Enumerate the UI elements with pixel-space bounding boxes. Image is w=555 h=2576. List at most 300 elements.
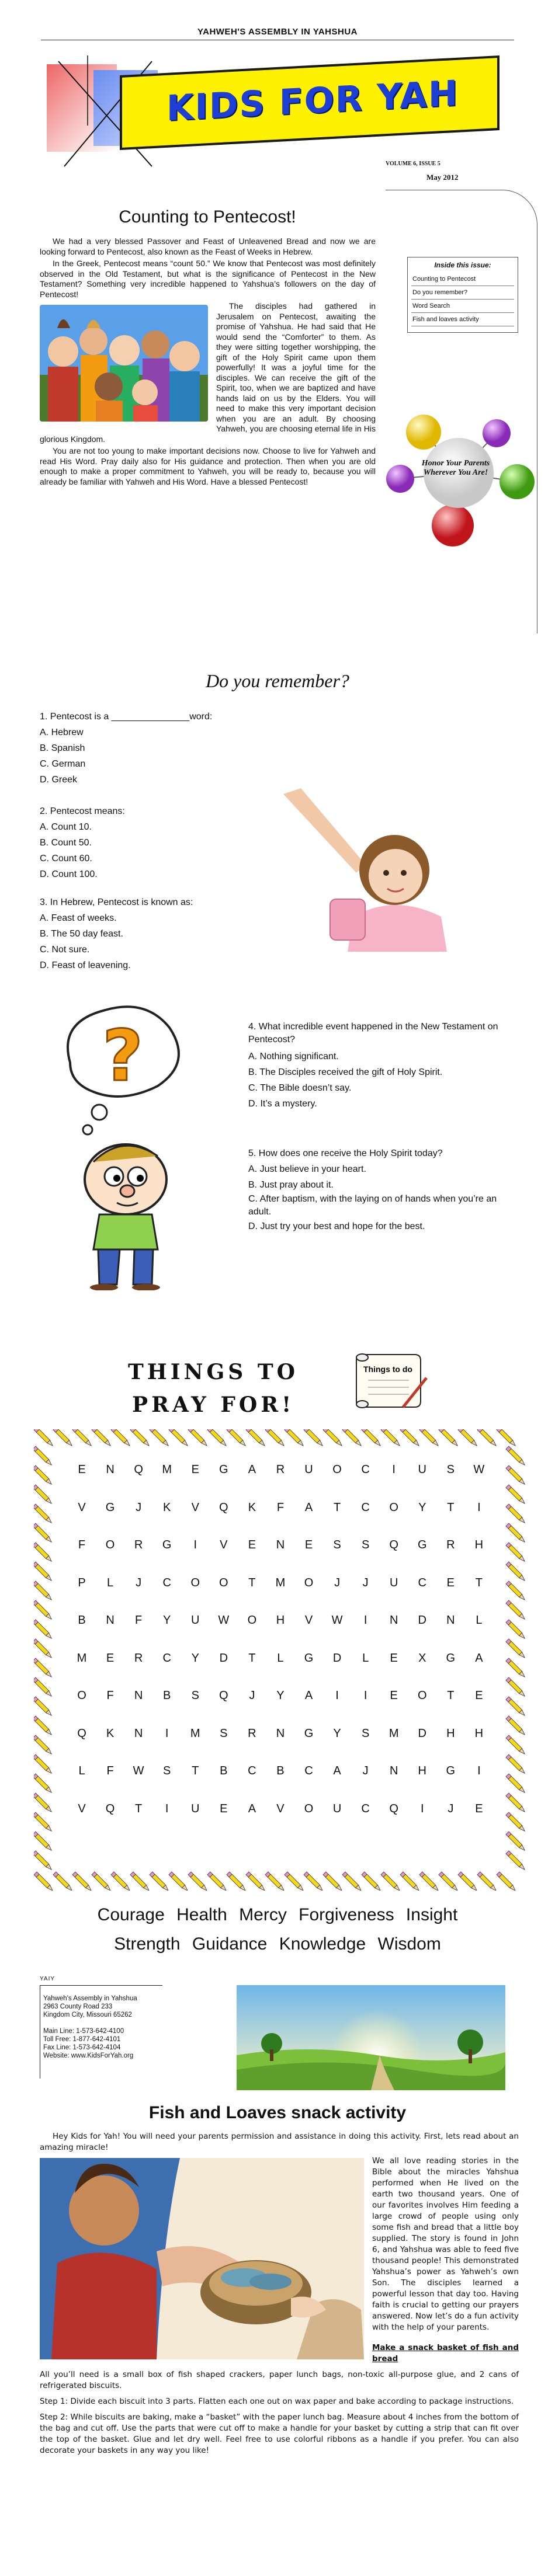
pencil-icon [34,1851,53,1871]
grid-row [58,1463,502,1501]
pencil-icon [497,1872,517,1891]
grid-letter[interactable]: D [332,1651,342,1665]
inside-item: Do you remember? [411,286,514,300]
grid-letter[interactable]: O [77,1689,86,1702]
grid-letter[interactable]: T [333,1501,341,1514]
grid-letter[interactable]: F [135,1614,143,1627]
grid-letter[interactable]: W [331,1614,343,1627]
pencil-icon [246,1872,266,1891]
question-stem: 4. What incredible event happened in the New Testament on Pentecost? [248,1022,498,1045]
pencil-icon [439,1872,459,1891]
pencil-icon [506,1851,526,1871]
pencil-icon [34,1812,53,1833]
grid-letter[interactable]: I [392,1463,396,1476]
pencil-icon [227,1872,247,1891]
sunrise-landscape-image [237,1985,505,2090]
grid-letter[interactable]: E [248,1538,256,1551]
pencil-icon [34,1716,53,1736]
pencil-icon [506,1465,526,1486]
grid-letter[interactable]: I [420,1802,424,1815]
grid-letter[interactable]: I [193,1538,197,1551]
grid-letter[interactable]: T [447,1501,455,1514]
grid-letter[interactable]: D [219,1651,228,1665]
grid-letter[interactable]: J [136,1501,142,1514]
volume-label: VOLUME 6, ISSUE 5 [386,161,440,167]
pencil-icon [477,1429,498,1447]
quiz-question-2 [40,803,250,882]
grid-letter[interactable]: C [162,1651,171,1665]
contact-line: Main Line: 1-573-642-4100 [43,2028,124,2035]
grid-letter[interactable]: V [276,1802,285,1815]
grid-letter[interactable]: H [446,1726,455,1740]
pencil-icon [150,1429,170,1447]
pencil-icon [53,1429,74,1447]
grid-letter[interactable]: K [248,1501,256,1514]
grid-letter[interactable]: Y [418,1501,426,1514]
grid-letter[interactable]: R [134,1651,143,1665]
grid-letter[interactable]: N [276,1538,285,1551]
grid-letter[interactable]: U [191,1614,200,1627]
grid-letter[interactable]: L [78,1764,85,1777]
wordsearch-title [85,1356,342,1421]
grid-letter[interactable]: Q [105,1802,115,1815]
grid-letter[interactable]: M [275,1576,286,1589]
answer-option: A. Count 10. [40,822,92,832]
grid-row [58,1538,502,1576]
grid-letter[interactable]: T [475,1576,483,1589]
grid-letter[interactable]: S [361,1538,370,1551]
question-stem: 1. Pentecost is a _______________word: [40,712,213,722]
pencil-icon [130,1429,151,1447]
answer-option: C. Count 60. [40,854,92,864]
grid-letter[interactable]: K [163,1501,171,1514]
pencil-icon [506,1600,526,1621]
grid-letter[interactable]: M [190,1726,200,1740]
grid-letter[interactable]: F [106,1689,114,1702]
pencil-icon [506,1485,526,1505]
pencil-icon [506,1523,526,1544]
grid-letter[interactable]: V [191,1501,199,1514]
grid-letter[interactable]: U [191,1802,200,1815]
pencil-icon [34,1562,53,1582]
pencil-icon [150,1872,170,1891]
newsletter-page [0,0,555,654]
pencil-icon [34,1832,53,1852]
pencil-icon [285,1872,305,1891]
word-bank-word: Strength [114,1934,181,1954]
pencil-icon [506,1735,526,1756]
grid-letter[interactable]: O [304,1576,314,1589]
pencil-icon [477,1872,498,1891]
pencil-icon [34,1697,53,1717]
grid-letter[interactable]: C [361,1501,370,1514]
grid-letter[interactable]: Y [333,1726,341,1740]
pencil-icon [111,1872,131,1891]
grid-letter[interactable]: K [106,1726,115,1740]
grid-letter[interactable]: G [162,1538,172,1551]
inside-this-issue-box [407,257,518,333]
grid-letter[interactable]: T [447,1689,455,1702]
pencil-icon [304,1872,324,1891]
snack-heading: Make a snack basket of fish and bread [372,2343,519,2363]
pencil-icon [458,1429,478,1447]
pencil-icon [506,1504,526,1524]
grid-letter[interactable]: A [475,1651,483,1665]
grid-letter[interactable]: I [335,1689,339,1702]
pencil-icon [506,1812,526,1833]
grid-letter[interactable]: S [333,1538,341,1551]
grid-letter[interactable]: I [477,1501,481,1514]
grid-letter[interactable]: A [304,1689,313,1702]
grid-letter[interactable]: I [165,1726,169,1740]
answer-option: A. Hebrew [40,727,84,737]
grid-letter[interactable]: O [247,1614,257,1627]
grid-letter[interactable]: V [78,1802,86,1815]
grid-letter[interactable]: B [276,1764,285,1777]
grid-letter[interactable]: F [276,1501,285,1514]
grid-letter[interactable]: V [78,1501,86,1514]
pencil-icon [72,1429,93,1447]
pencil-icon [506,1774,526,1794]
grid-letter[interactable]: M [388,1726,399,1740]
pencil-icon [34,1755,53,1775]
grid-letter[interactable]: G [446,1651,456,1665]
pencil-icon [506,1562,526,1582]
grid-letter[interactable]: Q [389,1538,398,1551]
grid-letter[interactable]: R [248,1726,256,1740]
grid-letter[interactable]: M [162,1463,172,1476]
answer-option: A. Feast of weeks. [40,913,117,923]
grid-letter[interactable]: A [248,1463,256,1476]
pencil-icon [34,1485,53,1505]
pencil-icon [130,1872,151,1891]
grid-letter[interactable]: W [218,1614,230,1627]
grid-letter[interactable]: U [304,1463,313,1476]
grid-letter[interactable]: Y [163,1614,171,1627]
snack-body [40,2131,519,2461]
grid-letter[interactable]: E [446,1576,455,1589]
inside-item: Word Search [411,300,514,313]
answer-option: C. German [40,759,86,769]
grid-letter[interactable]: N [134,1689,143,1702]
pencil-icon [381,1872,401,1891]
grid-letter[interactable]: J [448,1802,454,1815]
grid-letter[interactable]: S [220,1726,228,1740]
grid-letter[interactable]: F [106,1764,114,1777]
grid-letter[interactable]: D [418,1614,426,1627]
wordsearch-page [0,1331,555,1968]
grid-letter[interactable]: O [105,1538,115,1551]
word-bank-row [0,1900,555,1930]
grid-letter[interactable]: E [475,1689,483,1702]
pencil-icon [506,1446,526,1467]
grid-row [58,1652,502,1690]
word-bank-word: Guidance [192,1934,268,1954]
grid-letter[interactable]: E [106,1651,115,1665]
grid-letter[interactable]: S [163,1764,171,1777]
grid-letter[interactable]: E [390,1689,398,1702]
masthead-title: KIDS FOR YAH [166,72,459,130]
snack-intro: Hey Kids for Yah! You will need your parents permission and assistance in doing this activity. First, lets read about an amazing miracle! [40,2132,519,2152]
answer-option: B. Spanish [40,743,85,753]
website-link[interactable]: Website: www.KidsForYah.org [43,2052,134,2059]
grid-letter[interactable]: A [333,1764,341,1777]
pencil-icon [439,1429,459,1447]
grid-letter[interactable]: C [304,1764,313,1777]
pencil-icon [342,1429,363,1447]
word-bank-word: Insight [405,1905,458,1924]
grid-letter[interactable]: G [304,1651,314,1665]
grid-letter[interactable]: T [248,1651,256,1665]
grid-letter[interactable]: E [220,1802,228,1815]
pencil-icon [497,1429,517,1447]
grid-letter[interactable]: U [332,1802,342,1815]
grid-letter[interactable]: B [220,1764,228,1777]
grid-letter[interactable]: V [220,1538,228,1551]
grid-letter[interactable]: A [248,1802,256,1815]
pencil-icon [304,1429,324,1447]
thinking-boy-cartoon [53,993,193,1290]
grid-letter[interactable]: P [78,1576,86,1589]
grid-letter[interactable]: G [446,1764,456,1777]
grid-letter[interactable]: N [134,1726,143,1740]
snack-story: We all love reading stories in the Bible about the miracles Yahshua performed when He lived on the earth two thousand years. One of our favorites involves Him feeding a large crowd of people using only some fish and bread that a little boy supplied. The story is found in John 6, and Yahshua was able to feed five thousand people! This demonstrated Yahshua’s power as Yahweh’s own Son. The disciples learned a powerful lesson that day too. Having faith is crucial to getting our prayers answered. Now let’s do a fun activity with the help of your parents. [372,2156,519,2332]
svg-text:?: ? [102,1016,143,1097]
pencil-icon [362,1872,382,1891]
grid-letter[interactable]: Q [219,1689,228,1702]
pencil-icon [419,1429,440,1447]
inside-item: Fish and loaves activity [411,313,514,326]
question-stem: 5. How does one receive the Holy Spirit today? [248,1148,443,1158]
pencil-icon [506,1716,526,1736]
grid-letter[interactable]: Q [134,1463,143,1476]
kids-group-photo [40,305,208,422]
jesus-fish-loaves-illustration [40,2158,364,2359]
pointing-girl-photo [260,782,470,952]
grid-letter[interactable]: R [134,1538,143,1551]
grid-letter[interactable]: B [78,1614,86,1627]
wordsearch-title-line: THINGS TO [128,1360,299,1384]
pencil-icon [169,1429,189,1447]
grid-letter[interactable]: S [191,1689,199,1702]
pencil-icon [362,1429,382,1447]
word-bank [0,1900,555,1959]
answer-option: B. Just pray about it. [248,1180,334,1190]
pencil-icon [53,1872,74,1891]
grid-letter[interactable]: E [78,1463,86,1476]
grid-letter[interactable]: H [474,1726,484,1740]
pencil-icon [207,1429,228,1447]
pencil-icon [506,1543,526,1563]
grid-letter[interactable]: U [418,1463,426,1476]
snack-needs: All you’ll need is a small box of fish shaped crackers, paper lunch bags, non-toxic all-purpose glue, and 2 cans of refrigerated biscuits. [40,2370,519,2390]
pencil-icon [458,1872,478,1891]
grid-letter[interactable]: E [304,1538,313,1551]
grid-letter[interactable]: G [219,1463,228,1476]
grid-letter[interactable]: E [390,1651,398,1665]
grid-letter[interactable]: L [277,1651,284,1665]
grid-letter[interactable]: J [334,1576,341,1589]
grid-letter[interactable]: O [389,1501,398,1514]
honor-parents-graphic [377,409,540,549]
grid-letter[interactable]: J [136,1576,142,1589]
pencil-icon [34,1543,53,1563]
grid-letter[interactable]: N [106,1463,115,1476]
pencil-icon [506,1697,526,1717]
wordsearch-title-line: PRAY FOR! [132,1393,294,1417]
answer-option: B. The 50 day feast. [40,929,123,939]
grid-letter[interactable]: U [389,1576,398,1589]
answer-option: C. The Bible doesn’t say. [248,1083,352,1093]
grid-letter[interactable]: H [276,1614,285,1627]
question-stem: 2. Pentecost means: [40,806,125,816]
grid-letter[interactable]: S [361,1726,370,1740]
pencil-icon [34,1872,54,1891]
snack-step: Step 1: Divide each biscuit into 3 parts. Flatten each one out on wax paper and bake according to package instructions. [40,2397,514,2406]
pencil-icon [34,1446,53,1467]
contact-line: Fax Line: 1-573-642-4104 [43,2044,121,2051]
grid-letter[interactable]: J [362,1764,369,1777]
grid-letter[interactable]: F [78,1538,86,1551]
contact-line: Toll Free: 1-877-642-4101 [43,2036,121,2043]
grid-letter[interactable]: I [363,1689,367,1702]
grid-letter[interactable]: B [163,1689,171,1702]
grid-letter[interactable]: C [248,1764,256,1777]
pencil-icon [34,1429,54,1447]
word-bank-word: Courage [97,1905,165,1924]
pencil-icon [342,1872,363,1891]
grid-letter[interactable]: E [475,1802,483,1815]
grid-letter[interactable]: T [135,1802,143,1815]
pencil-icon [506,1658,526,1679]
grid-letter[interactable]: Q [77,1726,86,1740]
pencil-icon [265,1429,286,1447]
grid-letter[interactable]: A [304,1501,313,1514]
grid-letter[interactable]: L [107,1576,114,1589]
pencil-icon [506,1620,526,1640]
grid-letter[interactable]: T [192,1764,199,1777]
grid-letter[interactable]: N [389,1764,398,1777]
grid-letter[interactable]: H [474,1538,484,1551]
grid-letter[interactable]: Q [389,1802,398,1815]
grid-letter[interactable]: I [165,1802,169,1815]
grid-letter[interactable]: Y [191,1651,199,1665]
answer-option: D. Count 100. [40,869,98,879]
grid-letter[interactable]: H [418,1764,426,1777]
pencil-icon [506,1755,526,1775]
contact-block [43,1994,207,2060]
answer-option: D. Feast of leavening. [40,960,131,970]
grid-letter[interactable]: I [477,1764,481,1777]
divider [40,1985,162,1986]
grid-letter[interactable]: M [77,1651,87,1665]
grid-letter[interactable]: N [389,1614,398,1627]
word-bank-word: Wisdom [377,1934,441,1954]
grid-letter[interactable]: J [249,1689,255,1702]
inside-title: Inside this issue: [434,261,491,269]
pencil-icon [34,1581,53,1602]
grid-letter[interactable]: R [446,1538,455,1551]
grid-letter[interactable]: S [446,1463,455,1476]
grid-letter[interactable]: J [362,1576,369,1589]
contact-line: Yahweh's Assembly in Yahshua [43,1995,137,2002]
grid-letter[interactable]: I [363,1614,367,1627]
grid-letter[interactable]: G [105,1501,115,1514]
pencil-icon [381,1429,401,1447]
grid-letter[interactable]: D [418,1726,426,1740]
grid-row [58,1689,502,1727]
answer-option: A. Just believe in your heart. [248,1164,366,1174]
grid-letter[interactable]: L [362,1651,369,1665]
grid-letter[interactable]: Q [219,1501,228,1514]
quiz-question-5 [248,1146,517,1234]
pencil-icon [34,1600,53,1621]
pencil-icon [419,1872,440,1891]
grid-letter[interactable]: N [106,1614,115,1627]
pencil-icon [246,1429,266,1447]
pencil-icon [207,1872,228,1891]
pencil-icon [506,1639,526,1659]
grid-letter[interactable]: O [417,1689,427,1702]
grid-letter[interactable]: G [304,1726,314,1740]
article-title: Counting to Pentecost! [119,207,296,227]
pencil-icon [506,1793,526,1813]
pencil-icon [323,1872,344,1891]
grid-letter[interactable]: W [473,1463,485,1476]
grid-letter[interactable]: O [304,1802,314,1815]
grid-letter[interactable]: C [361,1463,370,1476]
grid-letter[interactable]: O [332,1463,342,1476]
grid-letter[interactable]: C [162,1576,171,1589]
honor-parents-text: Honor Your Parents Wherever You Are! [421,459,490,477]
answer-option: D. It’s a mystery. [248,1099,317,1109]
pencil-icon [400,1872,421,1891]
grid-letter[interactable]: N [276,1726,285,1740]
contact-line: 2963 County Road 233 [43,2003,113,2010]
grid-letter[interactable]: R [276,1463,285,1476]
pencil-icon [506,1581,526,1602]
pencil-icon [188,1429,209,1447]
article-paragraph: In the Greek, Pentecost means “count 50.” We know that Pentecost was most definitely observed in the Old Testament, but what is the significance of Pentecost in the New Testament? Something very incredible happened to Yahshua’s followers on the day of Pentecost! [40,259,376,299]
todo-label: Things to do [363,1364,412,1374]
grid-letter[interactable]: W [133,1764,144,1777]
grid-letter[interactable]: G [417,1538,427,1551]
quiz-title: Do you remember? [206,670,349,691]
question-stem: 3. In Hebrew, Pentecost is known as: [40,897,193,907]
grid-letter[interactable]: O [219,1576,228,1589]
quiz-question-4 [248,1021,517,1112]
grid-letter[interactable]: Y [276,1689,285,1702]
grid-letter[interactable]: X [418,1651,426,1665]
grid-letter[interactable]: O [190,1576,200,1589]
pencil-icon [34,1774,53,1794]
wordsearch-grid [58,1463,502,1840]
grid-letter[interactable]: C [361,1802,370,1815]
answer-option: A. Nothing significant. [248,1052,339,1061]
article-paragraph: You are not too young to make important decisions now. Choose to live for Yahweh and read His Word. Pray daily also for His guidance and protection. Then when you are old enough to make a proper commitment to Yahweh, you will be ready to, because you will already be familiar with Yahweh and His Word. Have a blessed Pentecost! [40,446,376,486]
grid-letter[interactable]: E [191,1463,199,1476]
pencil-icon [111,1429,131,1447]
things-to-do-scroll-icon [351,1343,432,1419]
grid-letter[interactable]: L [476,1614,483,1627]
pencil-icon [34,1639,53,1659]
grid-letter[interactable]: T [248,1576,256,1589]
grid-letter[interactable]: C [418,1576,426,1589]
grid-letter[interactable]: V [304,1614,313,1627]
issue-date: May 2012 [426,173,459,182]
grid-letter[interactable]: N [446,1614,455,1627]
word-bank-word: Health [176,1905,227,1924]
